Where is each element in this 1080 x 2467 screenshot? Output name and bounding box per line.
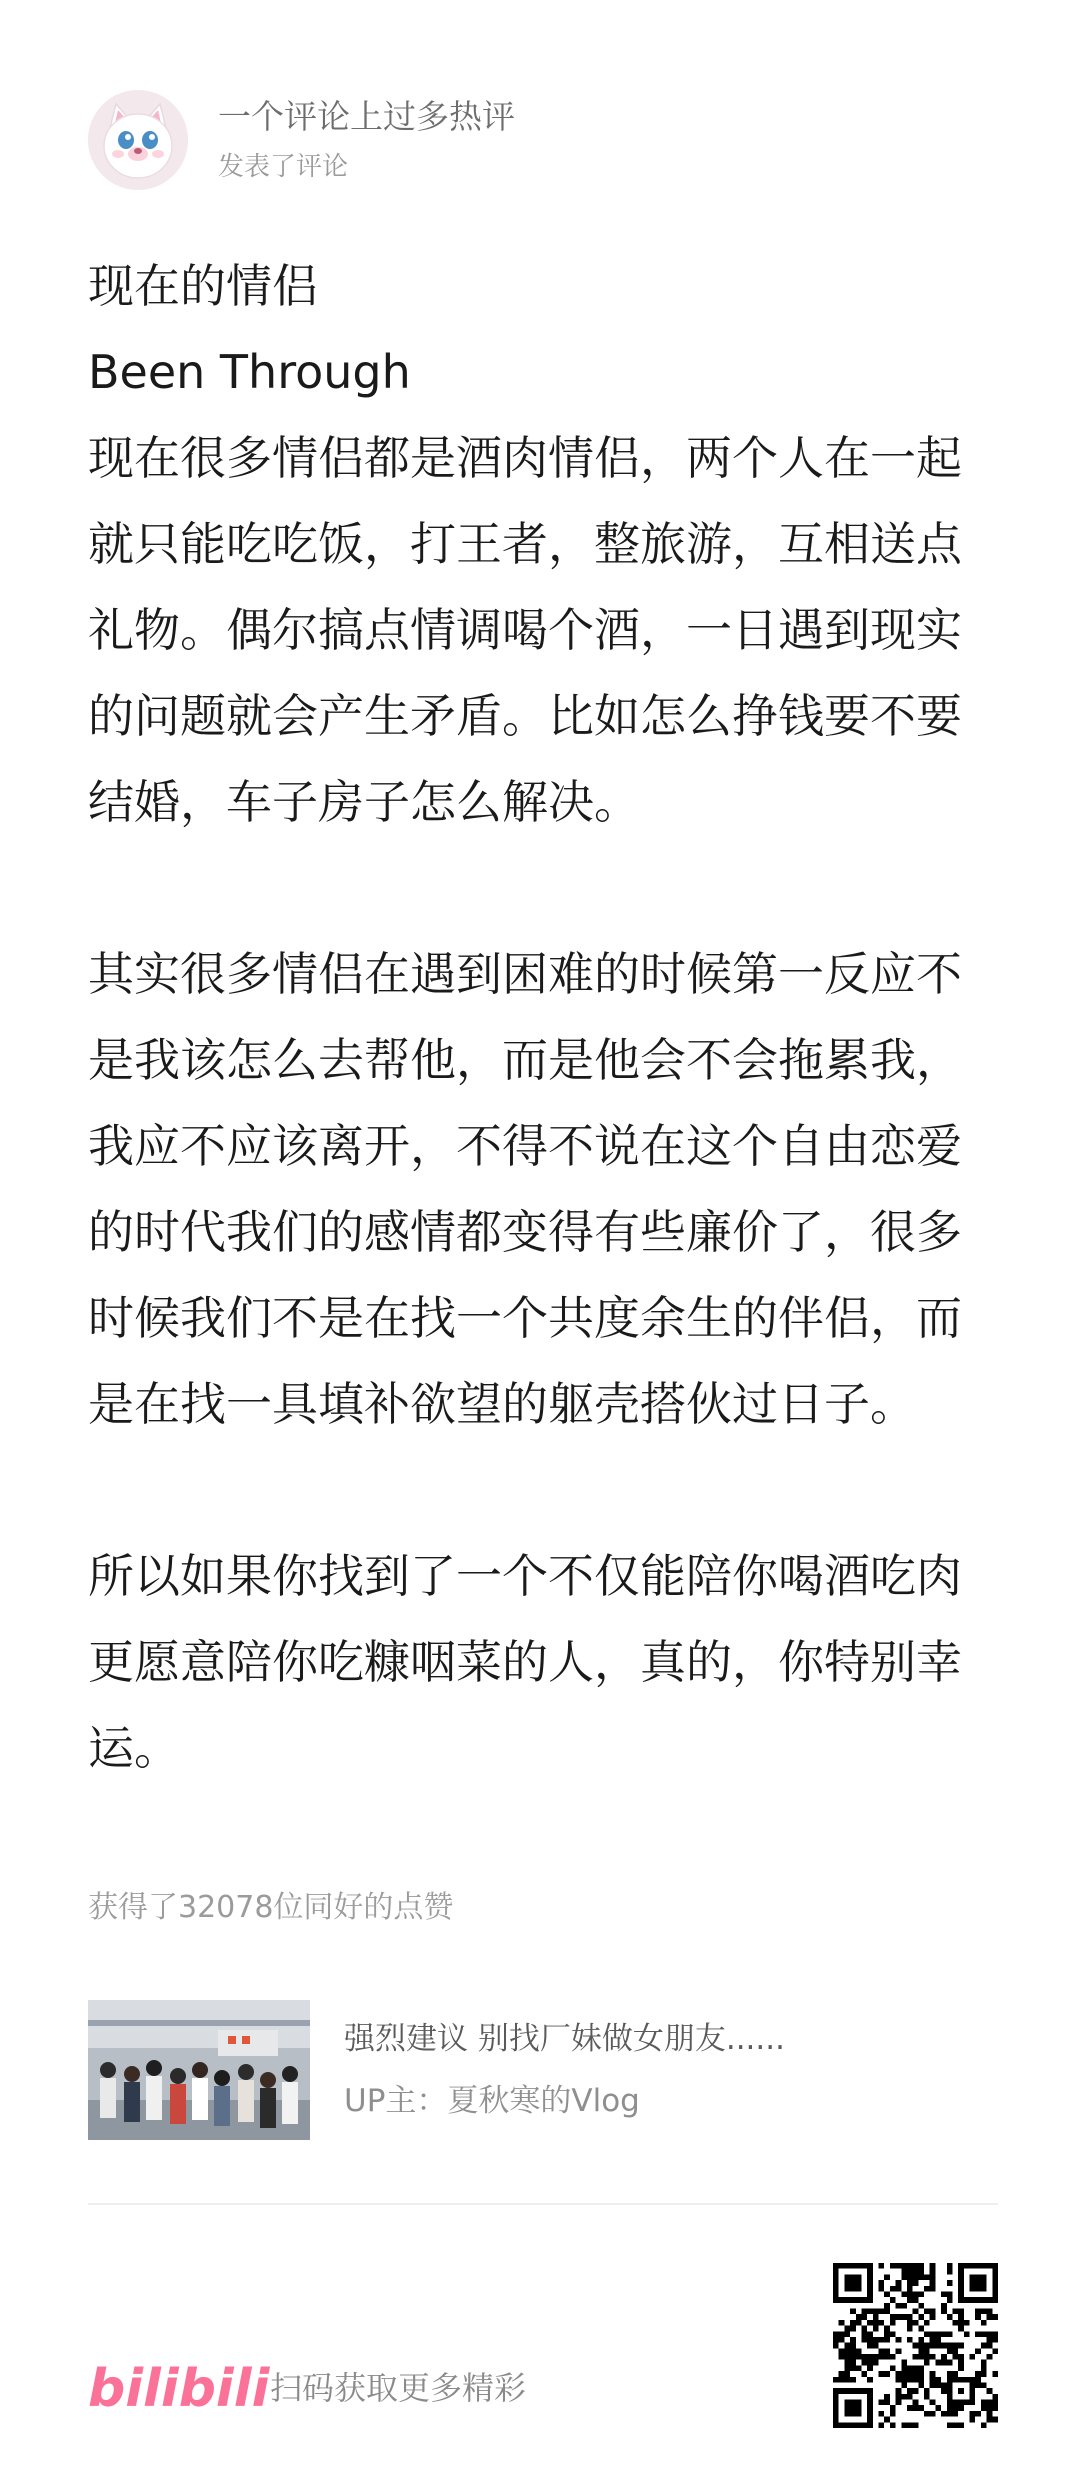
video-card[interactable] bbox=[88, 2000, 785, 2140]
comment-paragraph-1: 现在很多情侣都是酒肉情侣，两个人在一起就只能吃吃饭，打王者，整旅游，互相送点礼物。偶尔搞点情调喝个酒，一日遇到现实的问题就会产生矛盾。比如怎么挣钱要不要结婚，车子房子怎么解决。 bbox=[88, 431, 962, 829]
comment-header bbox=[88, 90, 515, 190]
paragraph-gap bbox=[88, 1447, 998, 1533]
video-info bbox=[344, 2017, 785, 2123]
divider bbox=[88, 2203, 998, 2205]
username[interactable]: 一个评论上过多热评 bbox=[218, 97, 515, 136]
comment-title: 现在的情侣 bbox=[88, 259, 318, 313]
qr-code-icon[interactable] bbox=[833, 2263, 998, 2428]
action-label: 发表了评论 bbox=[218, 152, 349, 182]
white-cat-avatar-icon bbox=[88, 90, 188, 190]
video-thumbnail-image bbox=[88, 2000, 310, 2140]
likes-count: 获得了32078位同好的点赞 bbox=[88, 1890, 454, 1925]
comment-meta bbox=[218, 94, 515, 186]
logo-text: bilibili bbox=[88, 2359, 270, 2419]
paragraph-gap bbox=[88, 845, 998, 931]
comment-paragraph-2: 其实很多情侣在遇到困难的时候第一反应不是我该怎么去帮他，而是他会不会拖累我，我应不应该离开，不得不说在这个自由恋爱的时代我们的感情都变得有些廉价了，很多时候我们不是在找一个共度余生的伴侣，而是在找一具填补欲望的躯壳搭伙过日子。 bbox=[88, 947, 962, 1431]
video-thumbnail[interactable] bbox=[88, 2000, 310, 2140]
comment-paragraph-3: 所以如果你找到了一个不仅能陪你喝酒吃肉更愿意陪你吃糠咽菜的人，真的，你特别幸运。 bbox=[88, 1549, 962, 1775]
bilibili-logo-icon bbox=[88, 2348, 270, 2420]
scan-prompt: 扫码获取更多精彩 bbox=[270, 2369, 527, 2407]
user-avatar[interactable] bbox=[88, 90, 188, 190]
comment-subtitle: Been Through bbox=[88, 345, 411, 399]
video-uploader[interactable]: UP主：夏秋寒的Vlog bbox=[344, 2083, 640, 2119]
video-title[interactable]: 强烈建议 别找厂妹做女朋友...... bbox=[344, 2021, 785, 2057]
comment-body bbox=[88, 243, 998, 1791]
